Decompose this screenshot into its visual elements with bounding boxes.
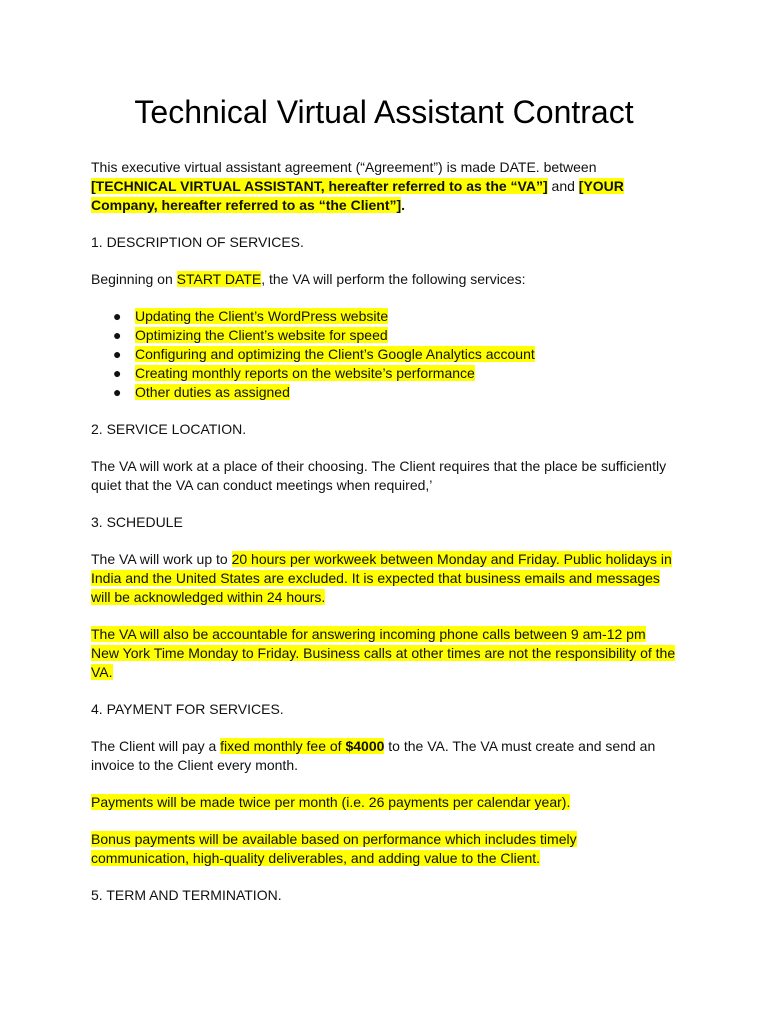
services-intro-rest: , the VA will perform the following services: xyxy=(261,271,526,287)
payment-text-rest: to the VA. The VA must create and send an invoice to the Client every month. xyxy=(91,738,656,773)
payment-schedule-highlight: Payments will be made twice per month (i.e. 26 payments per calendar year). xyxy=(91,794,571,810)
section-heading-payment: 4. PAYMENT FOR SERVICES. xyxy=(91,701,284,717)
start-date-highlight: START DATE xyxy=(176,271,262,287)
list-item xyxy=(113,383,677,402)
service-item-text: Updating the Client’s WordPress website xyxy=(135,308,389,324)
services-intro-paragraph xyxy=(91,270,677,289)
schedule-highlight: 20 hours per workweek between Monday and Friday. Public holidays in India and the United States are excluded. It is expected that business emails and messages will be acknowledged within 24 hours. xyxy=(91,551,672,605)
bullet-icon: ● xyxy=(113,384,122,400)
bonus-highlight: Bonus payments will be available based on performance which includes timely communication, high-quality deliverables, and adding value to the Client. xyxy=(91,831,577,866)
list-item xyxy=(113,364,677,383)
bullet-icon: ● xyxy=(113,308,122,324)
bonus-paragraph xyxy=(91,830,677,868)
schedule-text: The VA will work up to xyxy=(91,551,232,567)
intro-period: . xyxy=(401,197,406,213)
payment-text: The Client will pay a xyxy=(91,738,221,754)
service-item-text: Configuring and optimizing the Client’s Google Analytics account xyxy=(135,346,535,362)
bullet-icon: ● xyxy=(113,365,122,381)
client-party-highlight: [YOUR Company, hereafter referred to as “the Client”] xyxy=(91,178,624,213)
location-paragraph: The VA will work at a place of their choosing. The Client requires that the place be sufficiently quiet that the VA can conduct meetings when required,’ xyxy=(91,458,667,493)
section-heading-location: 2. SERVICE LOCATION. xyxy=(91,421,247,437)
list-item xyxy=(113,307,677,326)
list-item xyxy=(113,345,677,364)
bullet-icon: ● xyxy=(113,346,122,362)
phone-calls-paragraph xyxy=(91,625,677,682)
intro-paragraph xyxy=(91,158,677,215)
schedule-paragraph xyxy=(91,550,677,607)
services-list xyxy=(91,307,677,402)
bullet-icon: ● xyxy=(113,327,122,343)
service-item-text: Creating monthly reports on the website’s performance xyxy=(135,365,475,381)
fee-highlight: fixed monthly fee of xyxy=(220,738,346,754)
payment-paragraph xyxy=(91,737,677,775)
section-heading-schedule: 3. SCHEDULE xyxy=(91,514,183,530)
intro-text: This executive virtual assistant agreement (“Agreement”) is made DATE. between xyxy=(91,159,597,175)
section-heading-term: 5. TERM AND TERMINATION. xyxy=(91,887,282,903)
va-party-highlight: [TECHNICAL VIRTUAL ASSISTANT, hereafter referred to as the “VA”] xyxy=(91,178,548,194)
document-title: Technical Virtual Assistant Contract xyxy=(134,94,634,130)
intro-conjunction: and xyxy=(547,178,579,194)
service-item-text: Optimizing the Client’s website for speed xyxy=(135,327,388,343)
payment-schedule-paragraph xyxy=(91,793,677,812)
service-item-text: Other duties as assigned xyxy=(135,384,290,400)
fee-amount: $4000 xyxy=(345,738,385,754)
section-heading-services: 1. DESCRIPTION OF SERVICES. xyxy=(91,234,304,250)
list-item xyxy=(113,326,677,345)
services-intro-text: Beginning on xyxy=(91,271,177,287)
phone-calls-highlight: The VA will also be accountable for answering incoming phone calls between 9 am-12 pm New York Time Monday to Friday. Business calls at other times are not the responsibility of the VA. xyxy=(91,626,676,680)
